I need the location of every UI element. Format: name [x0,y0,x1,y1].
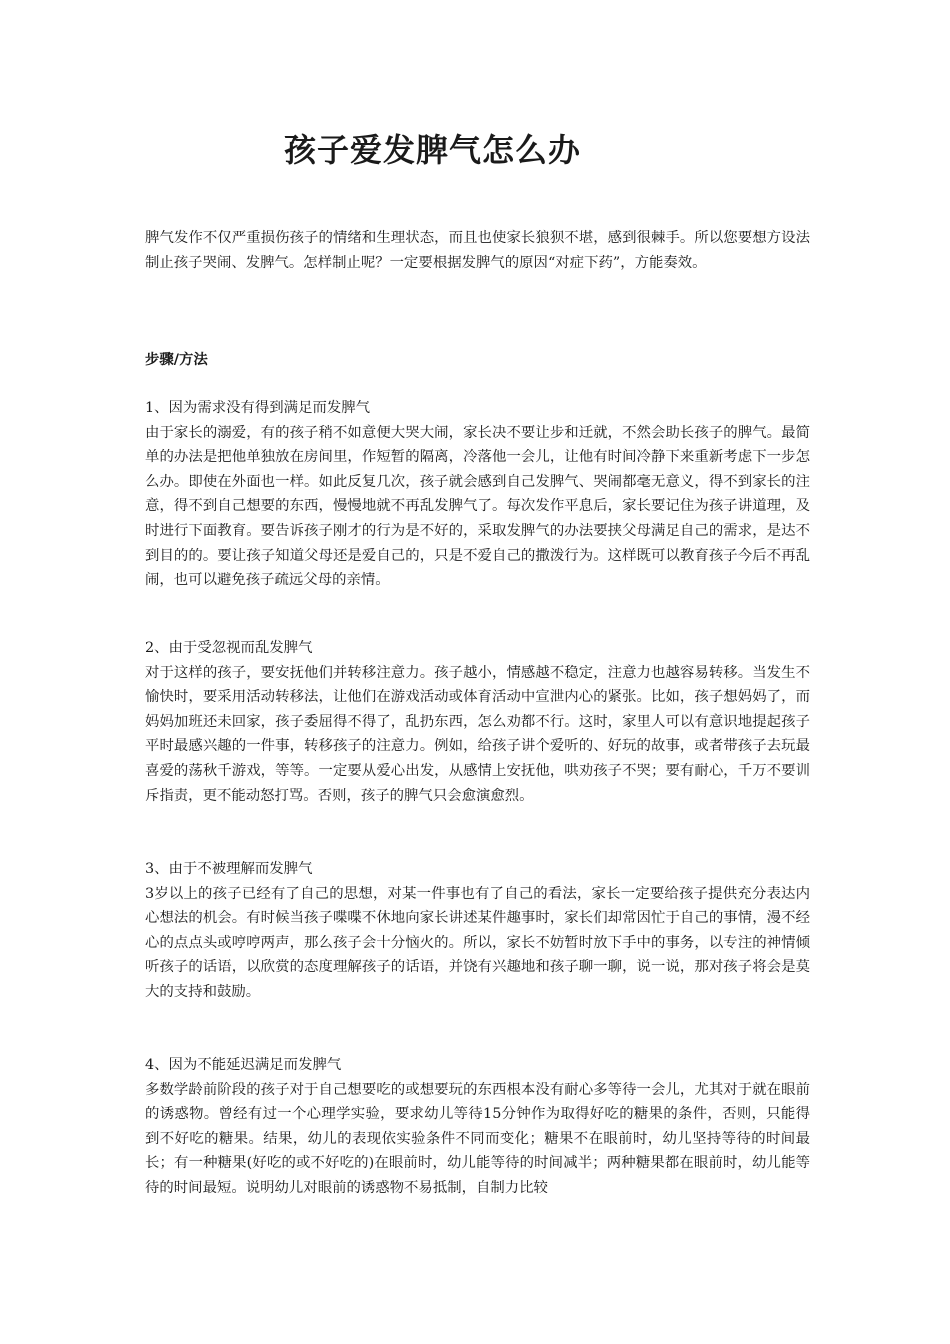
section-title: 3、由于不被理解而发脾气 [145,861,313,877]
document-title: 孩子爱发脾气怎么办 [284,131,582,169]
section-title: 4、因为不能延迟满足而发脾气 [145,1057,342,1073]
section-body: 对于这样的孩子，要安抚他们并转移注意力。孩子越小，情感越不稳定，注意力也越容易转移。当发生不愉快时，要采用活动转移法，让他们在游戏活动或体育活动中宣泄内心的紧张。比如，孩子想妈妈了，而妈妈加班还未回家，孩子委屈得不得了，乱扔东西，怎么劝都不行。这时，家里人可以有意识地提起孩子平时最感兴趣的一件事，转移孩子的注意力。例如，给孩子讲个爱听的、好玩的故事，或者带孩子去玩最喜爱的荡秋千游戏，等等。一定要从爱心出发，从感情上安抚他，哄劝孩子不哭；要有耐心，千万不要训斥指责，更不能动怒打骂。否则，孩子的脾气只会愈演愈烈。 [145,664,810,804]
section-4 [145,1053,810,1201]
section-2 [145,636,810,808]
steps-heading: 步骤/方法 [145,351,208,368]
section-title: 1、因为需求没有得到满足而发脾气 [145,400,371,416]
section-1 [145,396,810,593]
section-body: 3岁以上的孩子已经有了自己的思想，对某一件事也有了自己的看法，家长一定要给孩子提供充分表达内心想法的机会。有时候当孩子喋喋不休地向家长讲述某件趣事时，家长们却常因忙于自己的事情，漫不经心的点点头或哼哼两声，那么孩子会十分恼火的。所以，家长不妨暂时放下手中的事务，以专注的神情倾听孩子的话语，以欣赏的态度理解孩子的话语，并饶有兴趣地和孩子聊一聊，说一说，那对孩子将会是莫大的支持和鼓励。 [145,885,810,1000]
section-title: 2、由于受忽视而乱发脾气 [145,640,313,656]
section-body: 由于家长的溺爱，有的孩子稍不如意便大哭大闹，家长决不要让步和迁就，不然会助长孩子的脾气。最简单的办法是把他单独放在房间里，作短暂的隔离，冷落他一会儿，让他有时间冷静下来重新考虑下一步怎么办。即使在外面也一样。如此反复几次，孩子就会感到自己发脾气、哭闹都毫无意义，得不到家长的注意，得不到自己想要的东西，慢慢地就不再乱发脾气了。每次发作平息后，家长要记住为孩子讲道理，及时进行下面教育。要告诉孩子刚才的行为是不好的，采取发脾气的办法要挟父母满足自己的需求，是达不到目的的。要让孩子知道父母还是爱自己的，只是不爱自己的撒泼行为。这样既可以教育孩子今后不再乱闹，也可以避免孩子疏远父母的亲情。 [145,424,810,589]
section-body: 多数学龄前阶段的孩子对于自己想要吃的或想要玩的东西根本没有耐心多等待一会儿，尤其对于就在眼前的诱惑物。曾经有过一个心理学实验，要求幼儿等待15分钟作为取得好吃的糖果的条件，否则，只能得到不好吃的糖果。结果，幼儿的表现依实验条件不同而变化；糖果不在眼前时，幼儿坚持等待的时间最长；有一种糖果(好吃的或不好吃的)在眼前时，幼儿能等待的时间减半；两种糖果都在眼前时，幼儿能等待的时间最短。说明幼儿对眼前的诱惑物不易抵制，自制力比较 [145,1081,810,1196]
section-3 [145,857,810,1005]
intro-paragraph: 脾气发作不仅严重损伤孩子的情绪和生理状态，而且也使家长狼狈不堪，感到很棘手。所以您要想方设法制止孩子哭闹、发脾气。怎样制止呢？一定要根据发脾气的原因“对症下药”，方能奏效。 [145,230,810,271]
